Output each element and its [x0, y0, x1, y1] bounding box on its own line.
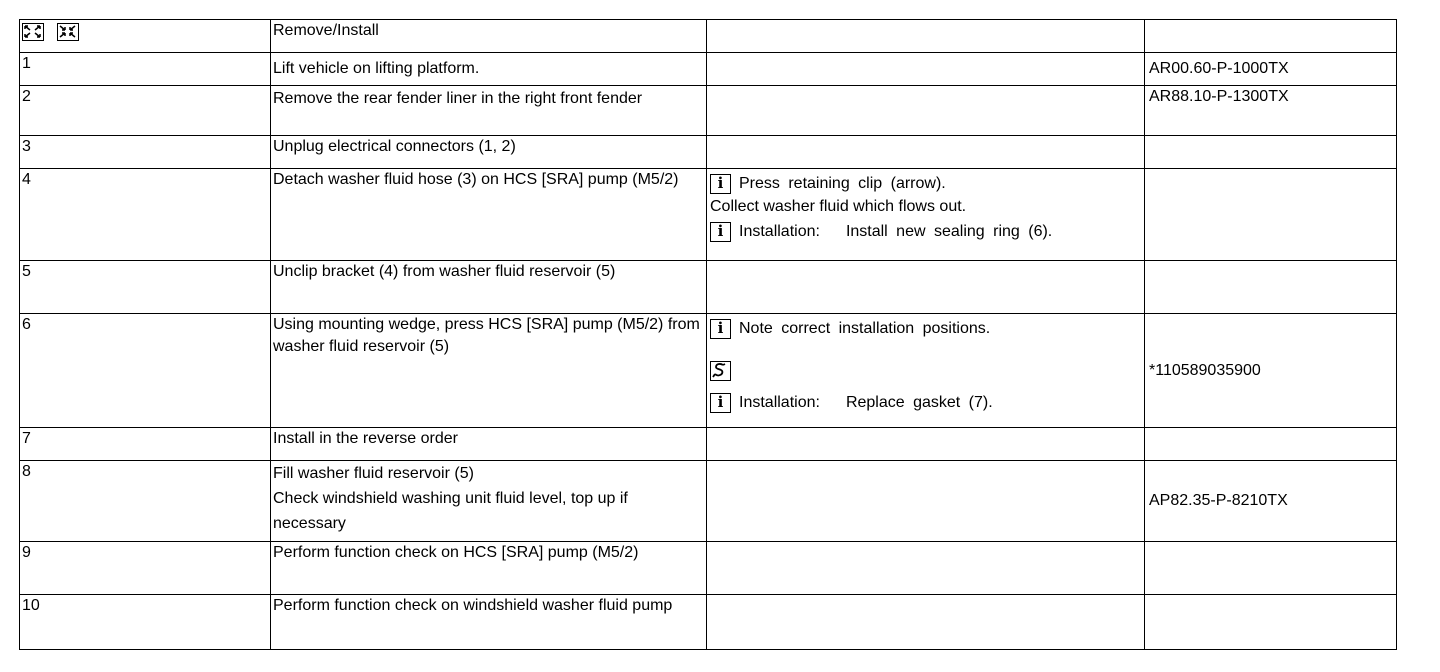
step-notes — [707, 86, 1145, 136]
step-text-block — [271, 461, 707, 542]
step-notes — [707, 169, 1145, 261]
info-note-text: Note correct installation positions. — [739, 320, 991, 337]
header-notes-cell — [707, 20, 1145, 53]
header-icon-cell — [20, 20, 271, 53]
installation-label: Installation: — [739, 394, 820, 411]
step-notes — [707, 461, 1145, 542]
step-reference-link — [1145, 428, 1397, 461]
installation-note — [710, 220, 1142, 244]
note-line: Collect washer fluid which flows out. — [710, 198, 967, 215]
step-notes — [707, 314, 1145, 428]
tool-part-number[interactable]: *110589035900 — [1145, 314, 1397, 428]
step-number: 7 — [20, 428, 271, 461]
step-number: 5 — [20, 261, 271, 314]
table-row — [20, 136, 1397, 169]
step-reference-link — [1145, 542, 1397, 595]
step-notes — [707, 542, 1145, 595]
step-text: Using mounting wedge, press HCS [SRA] pump (M5/2) from washer fluid reservoir (5) — [271, 314, 707, 428]
table-row — [20, 595, 1397, 650]
table-row — [20, 314, 1397, 428]
tool-note — [710, 359, 1142, 383]
info-icon[interactable]: i — [710, 319, 731, 339]
procedure-table — [19, 19, 1397, 650]
step-reference-link[interactable]: AP82.35-P-8210TX — [1145, 461, 1397, 542]
step-text: Perform function check on HCS [SRA] pump (M5/2) — [271, 542, 707, 595]
step-text: Detach washer fluid hose (3) on HCS [SRA] pump (M5/2) — [271, 169, 707, 261]
step-number: 9 — [20, 542, 271, 595]
collapse-icon[interactable] — [57, 23, 79, 41]
table-row — [20, 428, 1397, 461]
step-text: Install in the reverse order — [271, 428, 707, 461]
step-notes — [707, 261, 1145, 314]
step-text: Perform function check on windshield washer fluid pump — [271, 595, 707, 650]
step-reference-link — [1145, 261, 1397, 314]
info-note-text: Press retaining clip (arrow). — [739, 175, 946, 192]
table-row — [20, 169, 1397, 261]
step-number: 6 — [20, 314, 271, 428]
step-notes — [707, 136, 1145, 169]
info-icon[interactable]: i — [710, 174, 731, 194]
installation-text: Replace gasket (7). — [845, 394, 993, 411]
step-reference-link[interactable]: AR00.60-P-1000TX — [1145, 53, 1397, 86]
step-number: 3 — [20, 136, 271, 169]
tool-icon[interactable] — [710, 361, 731, 381]
header-title: Remove/Install — [271, 20, 707, 53]
step-reference-link — [1145, 169, 1397, 261]
installation-text: Install new sealing ring (6). — [845, 223, 1053, 240]
step-reference-link — [1145, 136, 1397, 169]
installation-note — [710, 391, 1142, 415]
header-ref-cell — [1145, 20, 1397, 53]
step-number: 10 — [20, 595, 271, 650]
table-row — [20, 53, 1397, 86]
step-text: Unplug electrical connectors (1, 2) — [271, 136, 707, 169]
step-number: 1 — [20, 53, 271, 86]
step-notes — [707, 53, 1145, 86]
step-reference-link[interactable]: AR88.10-P-1300TX — [1145, 86, 1397, 136]
table-row — [20, 542, 1397, 595]
table-row — [20, 261, 1397, 314]
step-text: Fill washer fluid reservoir (5) — [273, 465, 474, 482]
step-number: 8 — [20, 461, 271, 542]
step-number: 4 — [20, 169, 271, 261]
step-text: Remove the rear fender liner in the right front fender — [271, 86, 707, 136]
step-notes — [707, 595, 1145, 650]
step-text: Unclip bracket (4) from washer fluid reservoir (5) — [271, 261, 707, 314]
info-note — [710, 317, 1142, 341]
installation-label: Installation: — [739, 223, 820, 240]
info-icon[interactable]: i — [710, 222, 731, 242]
table-row — [20, 86, 1397, 136]
step-notes — [707, 428, 1145, 461]
info-note — [710, 172, 1142, 196]
step-reference-link — [1145, 595, 1397, 650]
header-row — [20, 20, 1397, 53]
step-number: 2 — [20, 86, 271, 136]
step-text-secondary: Check windshield washing unit fluid level, top up if necessary — [273, 490, 628, 532]
expand-icon[interactable] — [22, 23, 44, 41]
table-row — [20, 461, 1397, 542]
info-icon[interactable]: i — [710, 393, 731, 413]
step-text: Lift vehicle on lifting platform. — [271, 53, 707, 86]
